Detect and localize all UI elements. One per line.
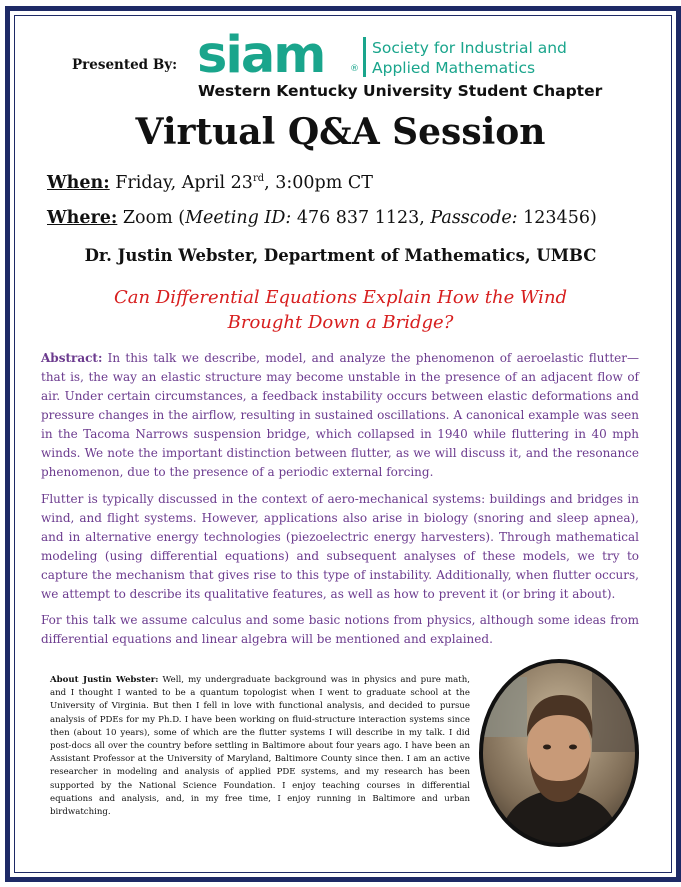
talk-title [60,285,621,335]
where-line [47,208,597,228]
abstract-paragraph-3: For this talk we assume calculus and some basic notions from physics, although some ideas from differential equations and linear algebra will be mentioned and explained. [41,613,639,646]
when-line [47,173,373,193]
siam-org-name-line2: Applied Mathematics [372,59,536,77]
talk-title-line1: Can Differential Equations Explain How the Wind [113,287,568,308]
meeting-id-label: Meeting ID: [185,208,292,228]
when-value-post: , 3:00pm CT [264,173,373,193]
passcode-label: Passcode: [430,208,518,228]
speaker-photo [477,657,641,849]
where-zoom: Zoom ( [117,208,186,228]
student-chapter: Western Kentucky University Student Chapter [198,82,603,100]
siam-registered-mark: ® [350,64,359,74]
passcode: 123456) [517,208,597,228]
speaker-name: Dr. Justin Webster, Department of Mathematics, UMBC [84,246,597,265]
siam-logo-word: siam [197,26,325,85]
where-label: Where: [47,208,118,228]
talk-title-line2: Brought Down a Bridge? [227,312,454,333]
logo-divider [363,37,366,77]
when-value-pre: Friday, April 23 [109,173,253,193]
abstract-label: Abstract: [41,351,103,365]
abstract-paragraph-2: Flutter is typically discussed in the context of aero-mechanical systems: buildings and bridges in wind, and flight systems. However, applications also arise in biology (snoring and sleep apnea), and in alternative energy technologies (piezoelectric energy harvesters). Through mathematical modeling (using differential equations) and subsequent analyses of these models, we try to capture the mechanism that gives rise to this type of instability. Additionally, when flutter occurs, we attempt to describe its qualitative features, as well as how to prevent it (or bring it about). [41,492,639,601]
event-title: Virtual Q&A Session [135,111,546,153]
siam-org-name [372,38,567,78]
bio-text: Well, my undergraduate background was in physics and pure math, and I thought I wanted to be a quantum topologist when I went to graduate school at the University of Virginia. But then I fell in love with functional analysis, and decided to pursue analysis of PDEs for my Ph.D. I have been working on fluid-structure interaction systems since then (about 10 years), some of which are the flutter systems I will describe in my talk. I did post-docs all over the country before settling in Baltimore about four years ago. I have been an Assistant Professor at the University of Maryland, Baltimore County since then. I am an active researcher in modeling and analysis of applied PDE systems, and my research has been supported by the National Science Foundation. I enjoy teaching courses in differential equations and analysis, and, in my free time, I enjoy running in Baltimore and urban birdwatching. [50,675,470,818]
abstract-text-1: In this talk we describe, model, and analyze the phenomenon of aeroelastic flutter—that is, the way an elastic structure may become unstable in the presence of an adjacent flow of air. Under certain circumstances, a feedback instability occurs between elastic deformations and pressure changes in the airflow, resulting in sustained oscillations. A canonical example was seen in the Tacoma Narrows suspension bridge, which collapsed in 1940 while fluttering in 40 mph winds. We note the important distinction between flutter, as we will discuss it, and the resonance phenomenon, due to the presence of a periodic external forcing. [41,351,639,479]
bio-label: About Justin Webster: [50,675,159,685]
meeting-id: 476 837 1123, [291,208,431,228]
when-ordinal: rd [252,173,265,185]
when-label: When: [47,173,110,193]
abstract-paragraph-1 [41,349,639,482]
siam-org-name-line1: Society for Industrial and [372,39,567,57]
speaker-bio [50,674,470,819]
presented-by-label: Presented By: [72,57,178,73]
